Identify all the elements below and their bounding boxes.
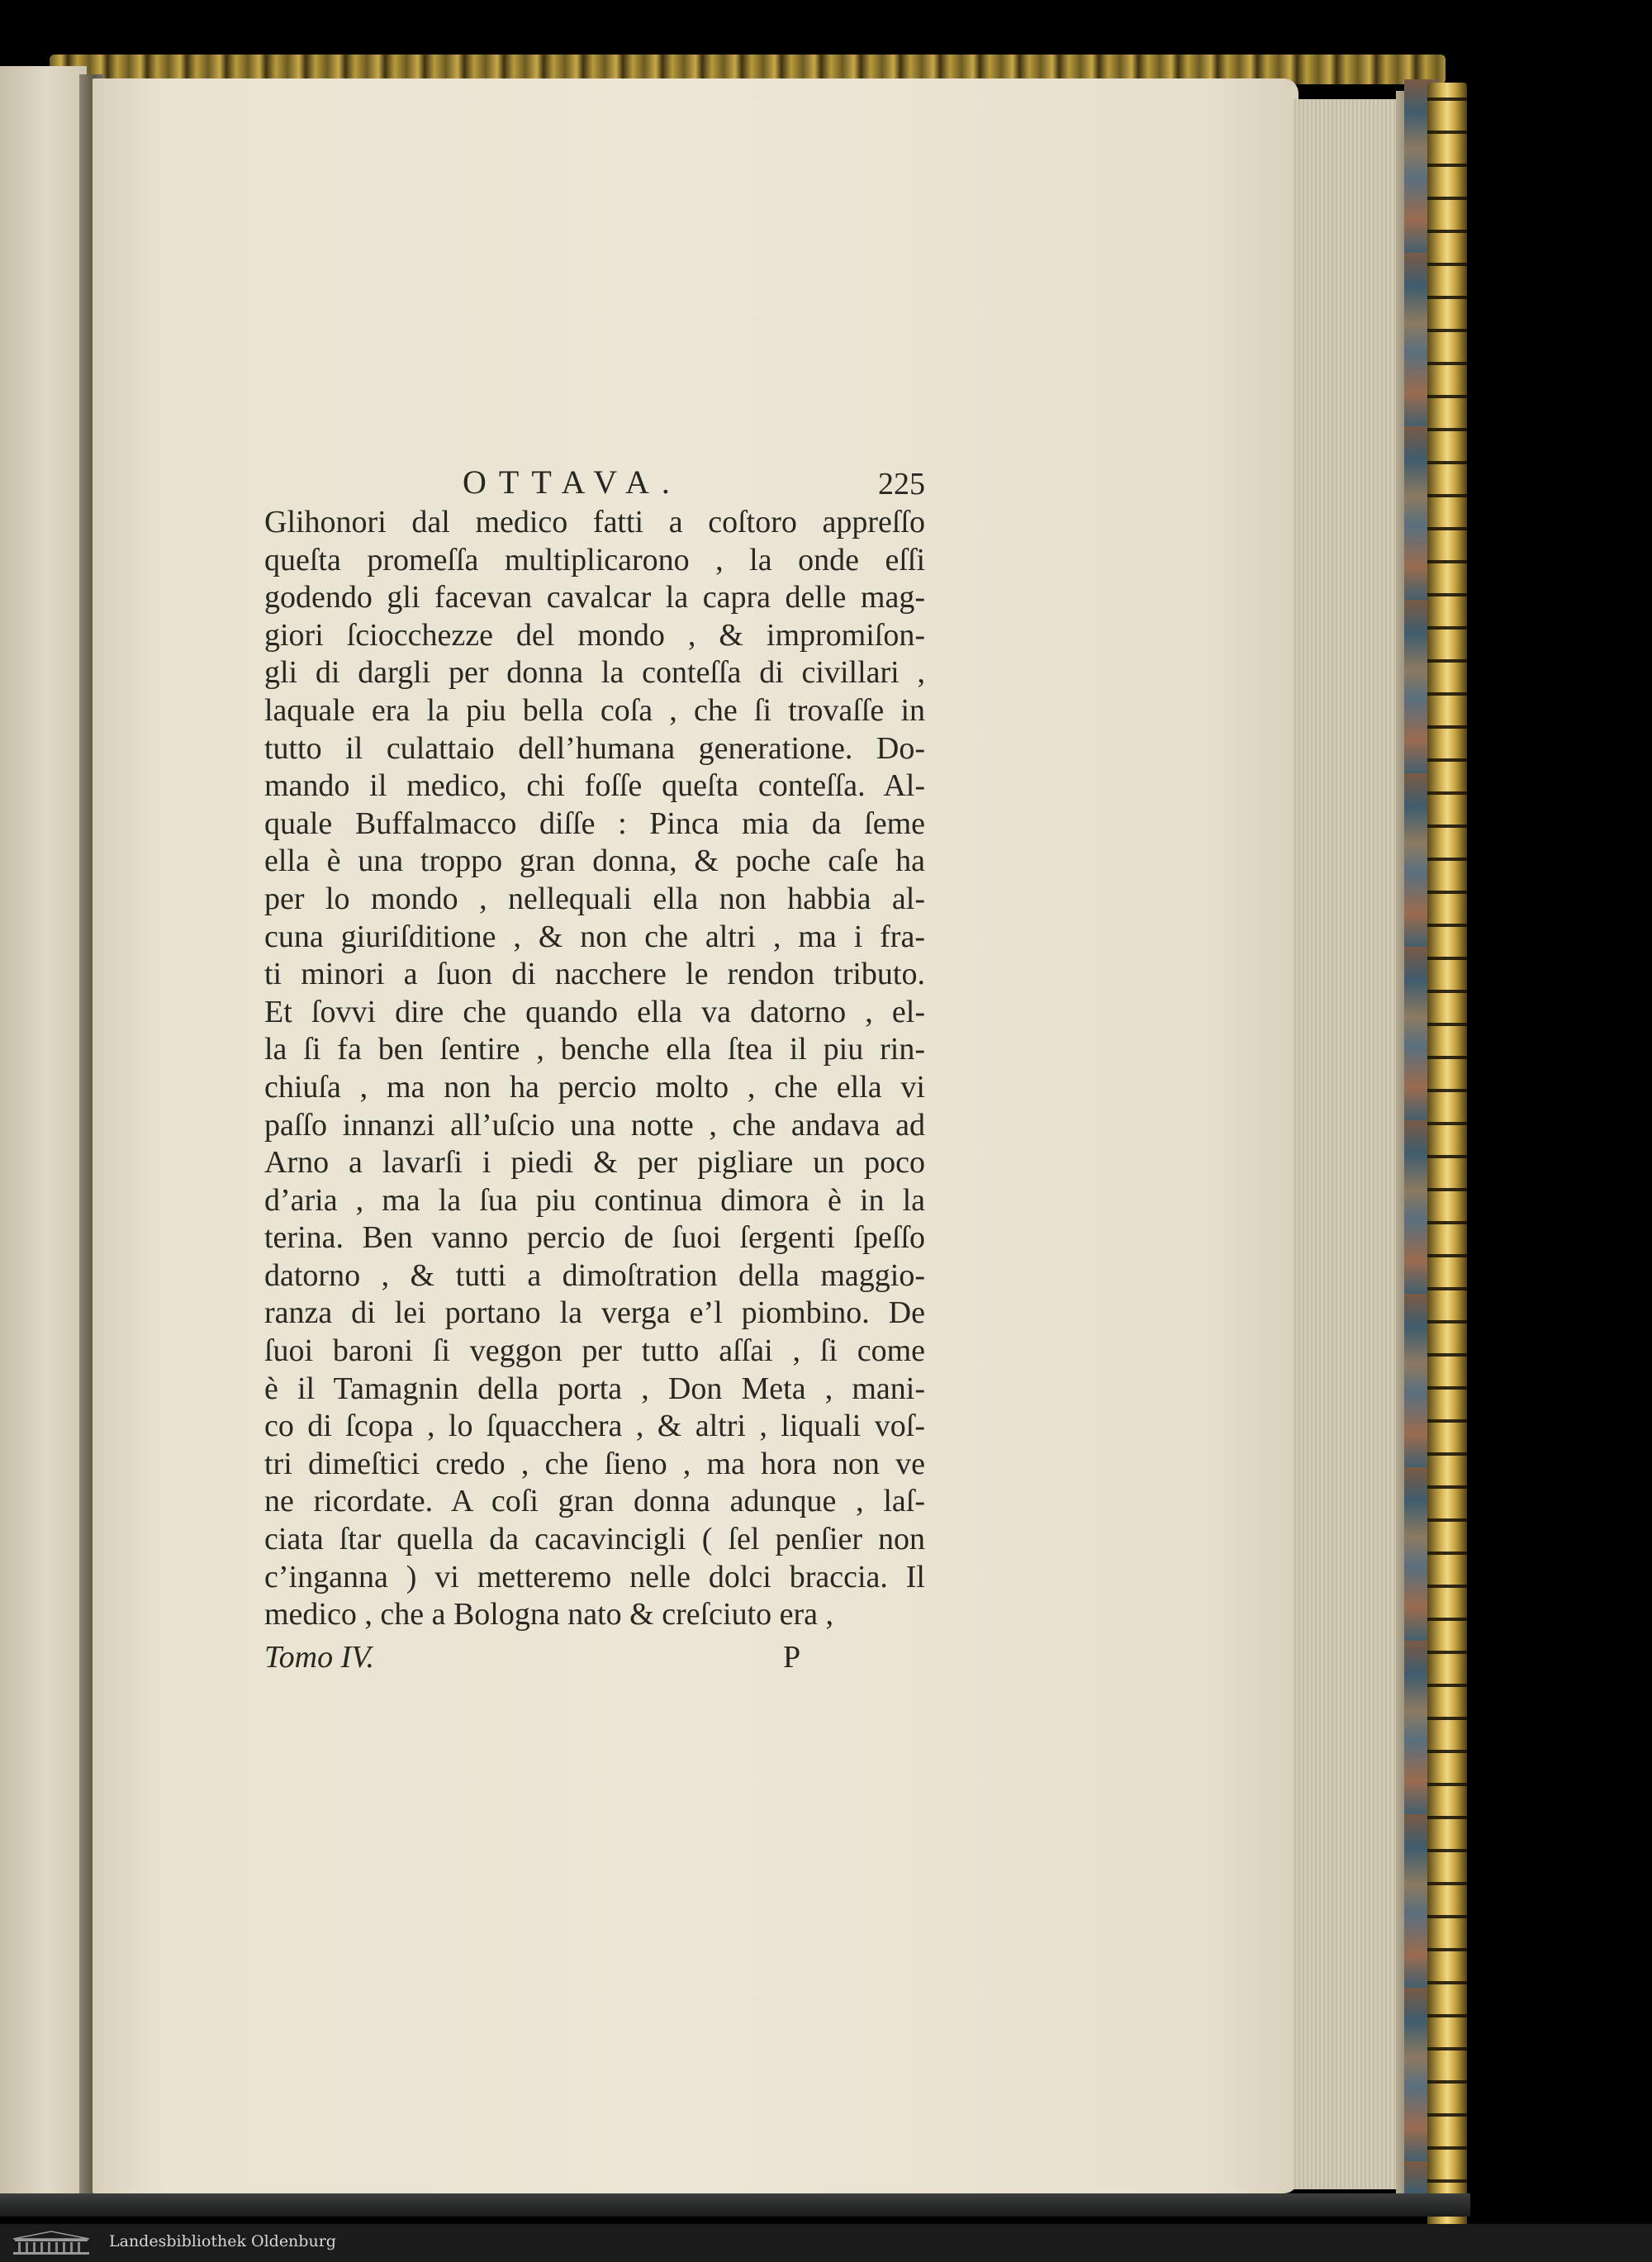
text-line: cuna giuriſditione , & non che altri , ma i fra- [264,919,925,954]
text-line: mando il medico, chi foſſe queſta conteſſa. Al- [264,768,925,804]
text-line: Arno a lavarſi i piedi & per pigliare un poco [264,1145,925,1181]
library-footer-bar [0,2224,1652,2262]
text-line: medico , che a Bologna nato & creſciuto era , [264,1597,834,1632]
text-line: chiuſa , ma non ha percio molto , che ella vi [264,1069,925,1105]
text-line: ciata ſtar quella da cacavincigli ( ſel penſier non [264,1522,925,1557]
page-text-block [264,463,925,1680]
text-line: Et ſovvi dire che quando ella va datorno , el- [264,994,925,1029]
text-line: la ſi fa ben ſentire , benche ella ſtea il piu rin- [264,1032,925,1067]
text-line: ſuoi baroni ſi veggon per tutto aſſai , ſi come [264,1333,925,1369]
running-title: OTTAVA. [463,463,682,501]
text-line: datorno , & tutti a dimoſtration della maggio- [264,1257,925,1293]
text-line: ella è una troppo gran donna, & poche caſe ha [264,843,925,879]
text-line: ne ricordate. A coſi gran donna adunque , laſ- [264,1484,925,1519]
bottom-board-edge [0,2193,1470,2217]
text-line: è il Tamagnin della porta , Don Meta , mani- [264,1371,925,1406]
gilt-spine-border [1427,83,1467,2231]
text-line: ranza di lei portano la verga e’l piombino. De [264,1295,925,1331]
left-page-edge [0,66,87,2198]
library-building-icon [10,2231,93,2255]
text-line: per lo mondo , nellequali ella non habbia al- [264,881,925,916]
library-name: Landesbibliothek Oldenburg [109,2232,336,2250]
text-line: quale Buffalmacco diſſe : Pinca mia da ſeme [264,805,925,841]
body-text [264,504,925,1634]
text-line: ti minori a ſuon di nacchere le rendon tributo. [264,957,925,992]
text-line: gli di dargli per donna la conteſſa di civillari , [264,655,925,691]
text-line: co di ſcopa , lo ſquacchera , & altri , liquali voſ- [264,1409,925,1444]
tome-label: Tomo IV. [264,1639,375,1675]
text-line: queſta promeſſa multiplicarono , la onde eſſi [264,542,925,577]
text-line: laquale era la piu bella coſa , che ſi trovaſſe in [264,692,925,728]
page-stack-edge [1293,99,1400,2189]
text-line: tri dimeſtici credo , che ſieno , ma hora non ve [264,1446,925,1481]
text-line: godendo gli facevan cavalcar la capra delle mag- [264,580,925,615]
text-line: c’inganna ) vi metteremo nelle dolci braccia. Il [264,1559,925,1594]
running-head [264,463,925,504]
signature-mark: P [783,1639,801,1675]
page-footer-line [264,1639,925,1680]
page-number: 225 [878,467,925,501]
text-line: tutto il culattaio dell’humana generatione. Do- [264,730,925,766]
text-line: terina. Ben vanno percio de ſuoi ſergenti ſpeſſo [264,1220,925,1256]
text-line: giori ſciocchezze del mondo , & impromiſon- [264,617,925,653]
text-line: paſſo innanzi all’uſcio una notte , che andava ad [264,1107,925,1143]
text-line: Glihonori dal medico fatti a coſtoro appreſſo [264,505,925,539]
text-line: d’aria , ma la ſua piu continua dimora è in la [264,1182,925,1218]
